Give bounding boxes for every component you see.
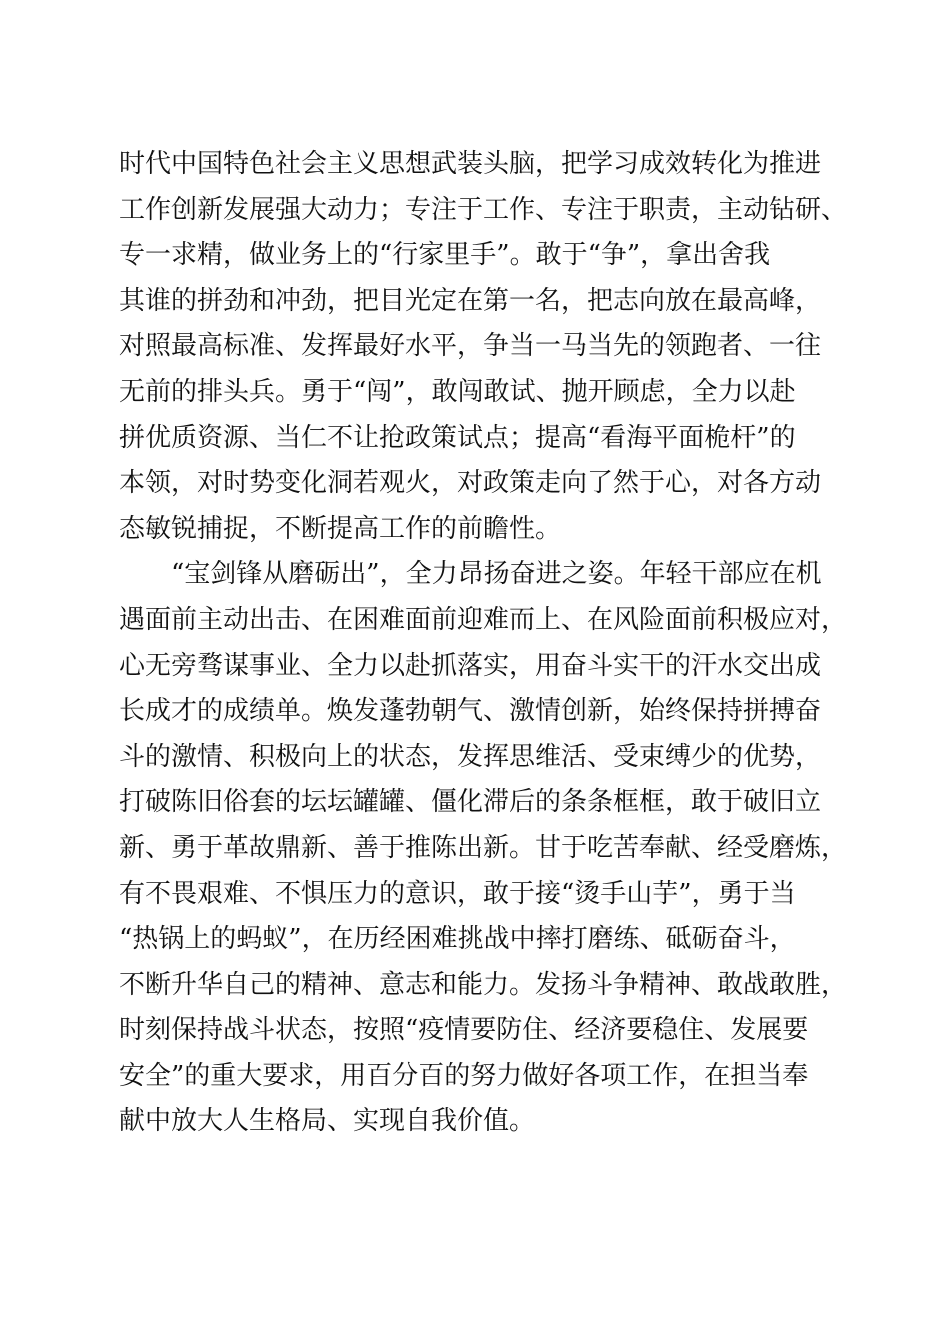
paragraph-line: 长成才的成绩单。焕发蓬勃朝气、激情创新，始终保持拼搏奋 bbox=[119, 696, 822, 727]
paragraph-2 bbox=[119, 552, 848, 1145]
paragraph-1 bbox=[119, 142, 848, 552]
paragraph-line: 有不畏艰难、不惧压力的意识，敢于接“烫手山芋”，勇于当 bbox=[119, 878, 796, 909]
document-body bbox=[119, 142, 848, 1145]
paragraph-line: 安全”的重大要求，用百分百的努力做好各项工作，在担当奉 bbox=[119, 1060, 809, 1091]
paragraph-line: 斗的激情、积极向上的状态，发挥思维活、受束缚少的优势， bbox=[119, 741, 822, 772]
paragraph-line: 献中放大人生格局、实现自我价值。 bbox=[119, 1106, 536, 1137]
paragraph-line: 其谁的拼劲和冲劲，把目光定在第一名，把志向放在最高峰， bbox=[119, 285, 822, 316]
paragraph-line: 时刻保持战斗状态，按照“疫情要防住、经济要稳住、发展要 bbox=[119, 1015, 809, 1046]
paragraph-line: “热锅上的蚂蚁”，在历经困难挑战中摔打磨练、砥砺奋斗， bbox=[119, 924, 796, 955]
paragraph-line: 时代中国特色社会主义思想武装头脑，把学习成效转化为推进 bbox=[119, 149, 822, 179]
paragraph-line: 拼优质资源、当仁不让抢政策试点；提高“看海平面桅杆”的 bbox=[119, 422, 796, 453]
paragraph-line: 对照最高标准、发挥最好水平，争当一马当先的领跑者、一往 bbox=[119, 331, 822, 362]
paragraph-line: 无前的排头兵。勇于“闯”，敢闯敢试、抛开顾虑，全力以赴 bbox=[119, 376, 796, 407]
paragraph-line: 工作创新发展强大动力；专注于工作、专注于职责，主动钻研、 bbox=[119, 194, 848, 225]
paragraph-line: 打破陈旧俗套的坛坛罐罐、僵化滞后的条条框框，敢于破旧立 bbox=[119, 787, 822, 818]
paragraph-line: “宝剑锋从磨砺出”，全力昂扬奋进之姿。年轻干部应在机 bbox=[171, 559, 822, 590]
paragraph-line: 本领，对时势变化洞若观火，对政策走向了然于心，对各方动 bbox=[119, 468, 822, 499]
paragraph-line: 新、勇于革故鼎新、善于推陈出新。甘于吃苦奉献、经受磨炼， bbox=[119, 832, 848, 863]
paragraph-line: 专一求精，做业务上的“行家里手”。敢于“争”，拿出舍我 bbox=[119, 240, 771, 271]
paragraph-line: 态敏锐捕捉，不断提高工作的前瞻性。 bbox=[119, 513, 562, 544]
paragraph-line: 不断升华自己的精神、意志和能力。发扬斗争精神、敢战敢胜， bbox=[119, 969, 848, 1000]
paragraph-line: 遇面前主动出击、在困难面前迎难而上、在风险面前积极应对， bbox=[119, 604, 848, 635]
paragraph-line: 心无旁骛谋事业、全力以赴抓落实，用奋斗实干的汗水交出成 bbox=[119, 650, 822, 681]
